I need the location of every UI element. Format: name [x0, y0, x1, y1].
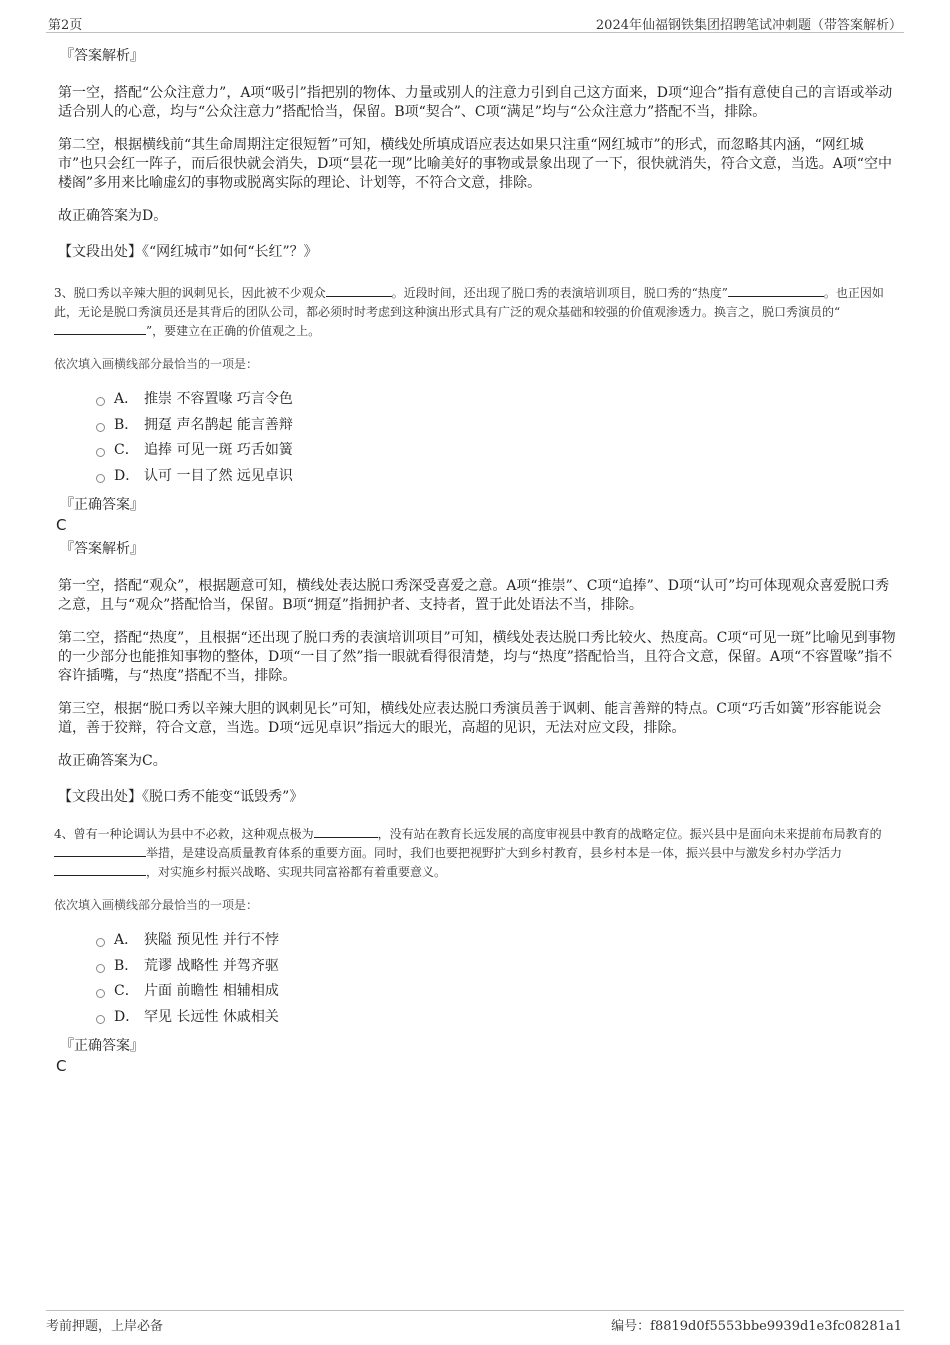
document-id: 编号：f8819d0f5553bbe9939d1e3fc08281a1 [611, 1319, 902, 1334]
options-list [96, 928, 896, 1030]
option-b[interactable]: B． 荒谬 战略性 并驾齐驱 [96, 954, 896, 980]
option-c[interactable]: C． 片面 前瞻性 相辅相成 [96, 979, 896, 1005]
analysis-conclusion: 故正确答案为D。 [58, 208, 168, 224]
options-list [96, 387, 896, 489]
document-title: 2024年仙福钢铁集团招聘笔试冲刺题（带答案解析） [595, 18, 902, 33]
analysis-paragraph: 第一空，搭配“观众”，根据题意可知，横线处表达脱口秀深受喜爱之意。A项“推崇”、C项“追捧”、D项“认可”均可体现观众喜爱脱口秀之意，且与“观众”搭配恰当，保留。B项“拥趸”指拥护者、支持者，置于此处语法不当，排除。 [58, 578, 890, 613]
radio-icon[interactable] [96, 989, 105, 998]
source-citation: 【文段出处】《“网红城市”如何“长红”？》 [58, 244, 318, 260]
question-prompt: 依次填入画横线部分最恰当的一项是： [54, 898, 259, 912]
question-prompt: 依次填入画横线部分最恰当的一项是： [54, 357, 259, 371]
fill-blank [314, 825, 378, 838]
correct-answer-label: 『正确答案』 [60, 497, 144, 513]
page-header [46, 12, 904, 33]
option-a[interactable]: A． 狭隘 预见性 并行不悖 [96, 928, 896, 954]
analysis-label: 『答案解析』 [60, 541, 144, 557]
radio-icon[interactable] [96, 448, 105, 457]
page-footer [46, 1310, 904, 1333]
option-c[interactable]: C． 追捧 可见一斑 巧舌如簧 [96, 438, 896, 464]
fill-blank [728, 284, 824, 297]
radio-icon[interactable] [96, 423, 105, 432]
option-d[interactable]: D． 认可 一目了然 远见卓识 [96, 464, 896, 490]
page-number: 第2页 [48, 18, 83, 33]
fill-blank [54, 863, 146, 876]
radio-icon[interactable] [96, 938, 105, 947]
correct-answer: C [56, 1057, 67, 1075]
correct-answer-label: 『正确答案』 [60, 1038, 144, 1054]
question-3: 3、脱口秀以辛辣大胆的讽刺见长，因此被不少观众 。近段时间，还出现了脱口秀的表演培训项目，脱口秀的“热度” 。也正因如此，无论是脱口秀演员还是其背后的团队公司，都必须时时考虑到这种演出形式具有广泛的观众基础和较强的价值观渗透力。换言之，脱口秀演员的“”，要建立在正确的价值观之上。 [54, 286, 884, 338]
radio-icon[interactable] [96, 964, 105, 973]
fill-blank [326, 284, 392, 297]
analysis-paragraph: 第二空，搭配“热度”，且根据“还出现了脱口秀的表演培训项目”可知，横线处表达脱口秀比较火、热度高。C项“可见一斑”比喻见到事物的一少部分也能推知事物的整体，D项“一目了然”指一眼就看得很清楚，均与“热度”搭配恰当，且符合文意，保留。A项“不容置喙”指不容许插嘴，与“热度”搭配不当，排除。 [58, 630, 896, 684]
fill-blank [54, 844, 146, 857]
analysis-paragraph: 第三空，根据“脱口秀以辛辣大胆的讽刺见长”可知，横线处应表达脱口秀演员善于讽刺、能言善辩的特点。C项“巧舌如簧”形容能说会道，善于狡辩，符合文意，当选。D项“远见卓识”指远大的眼光，高超的见识，无法对应文段，排除。 [58, 701, 882, 736]
option-b[interactable]: B． 拥趸 声名鹊起 能言善辩 [96, 413, 896, 439]
question-4: 4、曾有一种论调认为县中不必救，这种观点极为 ，没有站在教育长远发展的高度审视县中教育的战略定位。振兴县中是面向未来提前布局教育的举措，是建设高质量教育体系的重要方面。同时，我们也要把视野扩大到乡村教育，县乡村本是一体，振兴县中与激发乡村办学活力，对实施乡村振兴战略、实现共同富裕都有着重要意义。 [54, 827, 882, 879]
option-a[interactable]: A． 推崇 不容置喙 巧言令色 [96, 387, 896, 413]
document-content [54, 42, 896, 1076]
source-citation: 【文段出处】《脱口秀不能变“诋毁秀”》 [58, 789, 304, 805]
analysis-paragraph: 第二空，根据横线前“其生命周期注定很短暂”可知，横线处所填成语应表达如果只注重“网红城市”的形式，而忽略其内涵，“网红城市”也只会红一阵子，而后很快就会消失，D项“昙花一现”比喻美好的事物或景象出现了一下，很快就消失，符合文意，当选。A项“空中楼阁”多用来比喻虚幻的事物或脱离实际的理论、计划等，不符合文意，排除。 [58, 137, 892, 191]
radio-icon[interactable] [96, 474, 105, 483]
radio-icon[interactable] [96, 397, 105, 406]
fill-blank [54, 322, 146, 335]
correct-answer: C [56, 516, 67, 534]
radio-icon[interactable] [96, 1015, 105, 1024]
option-d[interactable]: D． 罕见 长远性 休戚相关 [96, 1005, 896, 1031]
analysis-label: 『答案解析』 [60, 48, 144, 64]
footer-slogan: 考前押题，上岸必备 [46, 1319, 164, 1334]
analysis-conclusion: 故正确答案为C。 [58, 753, 167, 769]
analysis-paragraph: 第一空，搭配“公众注意力”，A项“吸引”指把别的物体、力量或别人的注意力引到自己这方面来，D项“迎合”指有意使自己的言语或举动适合别人的心意，均与“公众注意力”搭配恰当，保留。B项“契合”、C项“满足”均与“公众注意力”搭配不当，排除。 [58, 85, 893, 120]
